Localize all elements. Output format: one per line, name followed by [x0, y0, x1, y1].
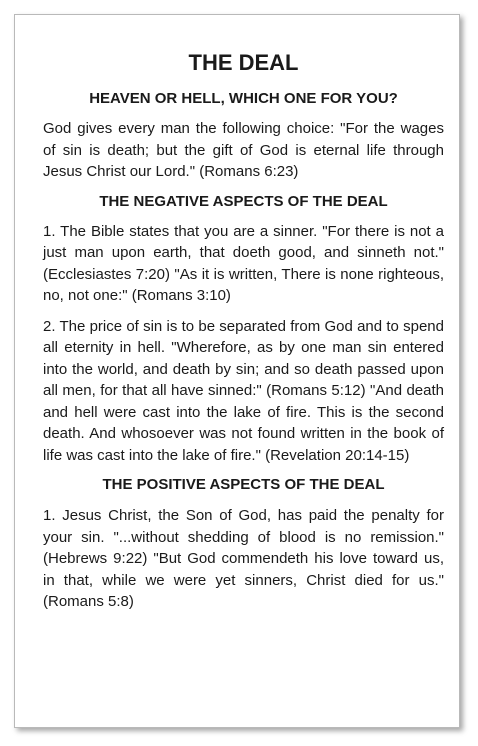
section-heading-choice: HEAVEN OR HELL, WHICH ONE FOR YOU?: [89, 90, 398, 107]
section-heading-positive: THE POSITIVE ASPECTS OF THE DEAL: [102, 476, 385, 493]
paragraph-positive-1: 1. Jesus Christ, the Son of God, has paid the penalty for your sin. "...without shedding of blood is no remission." (Hebrews 9:22) "But God commendeth his love toward us, in that, while we were yet sinners, Christ died for us." (Romans 5:8): [43, 507, 444, 610]
paragraph-negative-2: 2. The price of sin is to be separated from God and to spend all eternity in hell. "Wherefore, as by one man sin entered into the world, and death by sin; and so death passed upon all men, for that all have sinned:" (Romans 5:12) "And death and hell were cast into the lake of fire. This is the second death. And whosoever was not found written in the book of life was cast into the lake of fire." (Revelation 20:14-15): [43, 317, 444, 464]
section-heading-negative: THE NEGATIVE ASPECTS OF THE DEAL: [99, 192, 388, 210]
paragraph-negative-1: 1. The Bible states that you are a sinner. "For there is not a just man upon earth, that doeth good, and sinneth not." (Ecclesiastes 7:20) "As it is written, There is none righteous, no, not one:" (Romans 3:10): [43, 222, 444, 304]
tract-page: [14, 14, 460, 728]
page-content: [43, 49, 444, 613]
page-title: THE DEAL: [188, 50, 299, 75]
paragraph-choice: God gives every man the following choice: "For the wages of sin is death; but the gift of God is eternal life through Jesus Christ our Lord." (Romans 6:23): [43, 120, 444, 180]
